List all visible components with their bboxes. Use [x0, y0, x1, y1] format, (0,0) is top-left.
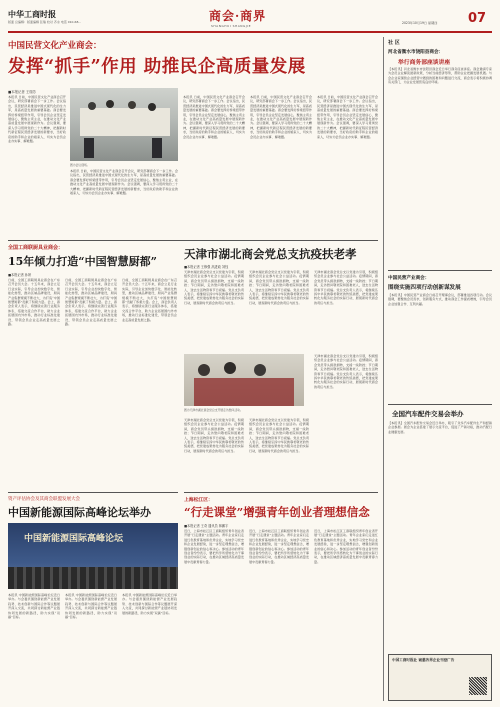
right-column — [388, 37, 492, 701]
right-body3: 【本报讯】全国汽车配件交易会近日举办，吸引了众多汽车配件生产和经销企业参展。展会为企业搭建了展示交流平台，促进了产销对接，推动汽配行业健康发展。 — [388, 421, 492, 434]
kitchen-kicker: 全国工商联厨具业商会： — [8, 245, 64, 251]
main-body-col1: 本报讯 日前，中国民营文化产业商会召开会议，研究部署商会下一步工作。会议指出，民营经济是推进中国式现代化的生力军，是高质量发展的重要基础。商会要发挥好桥梁纽带作用，引导会员企业坚定发展信心，聚焦主责主业，在推动文化产业高质量发展中展现新作为。会议强调，要深入学习贯彻党的二十大精神，把握新时代新征程民营经济发展的新要求，当好政府的助手和企业的娘家人，切实为会员企业办实事、解难题。 — [8, 95, 66, 144]
masthead-rule — [8, 31, 492, 33]
songjiang-byline: ■本报记者 王奇 通讯员 林鹏宇 — [184, 524, 229, 528]
right-section-label: 社 区 — [388, 40, 400, 46]
tianjin-body-col5: 天津市湖北商会党总支以党建为引领，积极组织会员企业参与社会公益活动。疫情期间，商会党员带头捐款捐物，支援一线防控；节日期间，走访慰问敬老院和困难老人，送去生活物资和节日祝福。党总支负责人表示，将继续弘扬中华民族尊老敬老的传统美德，把党建成果转化为服务社会的实际行动，展现新时代商会的责任与担当。 — [249, 418, 309, 453]
main-photo — [70, 88, 178, 161]
tianjin-photo-caption: 图为天津市湖北商会党总支开展走访慰问活动。 — [184, 408, 243, 412]
article-tianjin — [184, 244, 378, 489]
right-body1: 【本报讯】河北省衡水市饶阳县商会近日举行商务座谈讲座。商会邀请专家为会员企业解读最新政策，分析当前经济形势，帮助企业把握发展机遇。与会企业家围绕企业经营中遇到的困难和问题进行交流，商会表示将积极协调有关部门，为企业发展营造良好环境。 — [388, 67, 492, 85]
section-subtitle: SHANGHUI SHANGJIE — [211, 24, 252, 28]
ad-qr-code — [469, 677, 487, 695]
issue-date: 2023年10月19日 星期四 — [402, 21, 438, 25]
article-energy — [8, 496, 178, 701]
energy-body-col1: 本报讯 中国新能源国际高峰论坛近日举办。与会嘉宾围绕新能源产业发展趋势、技术创新与国际合作等议题展开深入交流，共同探讨新能源产业链协同发展的新路径，助力实现“双碳”目标。 — [8, 593, 60, 620]
right-ad-box — [388, 654, 492, 701]
tianjin-photo — [184, 354, 304, 406]
main-kicker: 中国民营文化产业商会： — [8, 41, 102, 51]
right-divider2 — [388, 404, 492, 405]
main-photo-caption: 图为会议现场。 — [70, 163, 90, 167]
main-body-col2: 本报讯 日前，中国民营文化产业商会召开会议，研究部署商会下一步工作。会议指出，民营经济是推进中国式现代化的生力军，是高质量发展的重要基础。商会要发挥好桥梁纽带作用，引导会员企业坚定发展信心，聚焦主责主业，在推动文化产业高质量发展中展现新作为。会议强调，要深入学习贯彻党的二十大精神，把握新时代新征程民营经济发展的新要求，当好政府的助手和企业的娘家人，切实为会员企业办实事、解难题。 — [70, 169, 178, 196]
kitchen-body-col1: 日前，全国工商联厨具业商会在广东召开会员大会。十五年来，商会立足行业实际，引导企业加快数字化、智能化转型，推动区域品牌建设，厨具产业集群规模不断壮大，为打造“中国智慧厨都”贡献了积极力量。会上，商会负责人表示，将继续完善行业服务体系，搭建交流合作平台，助力企业拓展国内外市场，推动行业标准化建设，带领会员企业走高质量发展之路。 — [8, 278, 60, 327]
section-title: 商会·商界 — [209, 9, 267, 23]
right-divider1 — [388, 270, 492, 271]
divider-main — [8, 240, 378, 241]
tianjin-body-col6: 天津市湖北商会党总支以党建为引领，积极组织会员企业参与社会公益活动。疫情期间，商会党员带头捐款捐物，支援一线防控；节日期间，走访慰问敬老院和困难老人，送去生活物资和节日祝福。党总支负责人表示，将继续弘扬中华民族尊老敬老的传统美德，把党建成果转化为服务社会的实际行动，展现新时代商会的责任与担当。 — [314, 354, 378, 389]
kitchen-byline: ■本报记者 孙妍 — [8, 273, 32, 277]
kitchen-headline: 15年倾力打造“中国智慧厨都” — [8, 255, 157, 268]
tianjin-body-col2: 天津市湖北商会党总支以党建为引领，积极组织会员企业参与社会公益活动。疫情期间，商会党员带头捐款捐物，支援一线防控；节日期间，走访慰问敬老院和困难老人，送去生活物资和节日祝福。党总支负责人表示，将继续弘扬中华民族尊老敬老的传统美德，把党建成果转化为服务社会的实际行动，展现新时代商会的责任与担当。 — [249, 270, 309, 305]
paper-name: 中华工商时报 — [8, 9, 56, 19]
kitchen-body-col2: 日前，全国工商联厨具业商会在广东召开会员大会。十五年来，商会立足行业实际，引导企业加快数字化、智能化转型，推动区域品牌建设，厨具产业集群规模不断壮大，为打造“中国智慧厨都”贡献了积极力量。会上，商会负责人表示，将继续完善行业服务体系，搭建交流合作平台，助力企业拓展国内外市场，推动行业标准化建设，带领会员企业走高质量发展之路。 — [65, 278, 117, 327]
songjiang-headline: “行走课堂”增强青年创业者理想信念 — [184, 505, 370, 519]
songjiang-body-col3: 近日，上海市松江区工商联组织青年创业者开展“行走课堂”主题活动。青年企业家们走进红色教育基地和优秀企业，实地学习党史和企业发展经验，进一步坚定理想信念，增强创新创业的信心和决心。参加活动的青年创业者纷纷表示，要把所学所感转化为干事创业的实际行动，在推动区域经济高质量发展中贡献青春力量。 — [314, 529, 378, 564]
main-article — [8, 37, 378, 237]
main-body-col5: 本报讯 日前，中国民营文化产业商会召开会议，研究部署商会下一步工作。会议指出，民营经济是推进中国式现代化的生力军，是高质量发展的重要基础。商会要发挥好桥梁纽带作用，引导会员企业坚定发展信心，聚焦主责主业，在推动文化产业高质量发展中展现新作为。会议强调，要深入学习贯彻党的二十大精神，把握新时代新征程民营经济发展的新要求，当好政府的助手和企业的娘家人，切实为会员企业办实事、解难题。 — [317, 95, 378, 139]
songjiang-body-col2: 近日，上海市松江区工商联组织青年创业者开展“行走课堂”主题活动。青年企业家们走进红色教育基地和优秀企业，实地学习党史和企业发展经验，进一步坚定理想信念，增强创新创业的信心和决心。参加活动的青年创业者纷纷表示，要把所学所感转化为干事创业的实际行动，在推动区域经济高质量发展中贡献青春力量。 — [249, 529, 309, 564]
article-kitchen — [8, 244, 178, 489]
tianjin-byline: ■本报记者 王修强 高进政 刘钰 — [184, 265, 229, 269]
right-body2: 【本报讯】中国民营产业商会日前召开理事会议，部署推进四项行动。会议强调，要聚焦会员需求，创新服务方式，推动商会工作提质增效，引导会员企业加强合作、互利共赢。 — [388, 293, 492, 306]
energy-headline: 中国新能源国际高峰论坛举办 — [8, 506, 151, 519]
main-headline: 发挥“抓手”作用 助推民企高质量发展 — [8, 57, 306, 77]
tianjin-headline: 天津市湖北商会党总支抗疫扶老孝 — [184, 247, 357, 261]
songjiang-kicker: 上海松江区： — [184, 497, 213, 503]
right-headline1: 河北省衡水市饶阳县商会： — [388, 50, 444, 55]
right-headline1b: 举行商务部座谈讲座 — [398, 60, 451, 66]
right-column-rule — [383, 37, 384, 701]
energy-photo — [8, 523, 178, 589]
right-headline2: 中国民营产业商会： — [388, 276, 430, 281]
tianjin-body-col1: 天津市湖北商会党总支以党建为引领，积极组织会员企业参与社会公益活动。疫情期间，商会党员带头捐款捐物，支援一线防控；节日期间，走访慰问敬老院和困难老人，送去生活物资和节日祝福。党总支负责人表示，将继续弘扬中华民族尊老敬老的传统美德，把党建成果转化为服务社会的实际行动，展现新时代商会的责任与担当。 — [184, 270, 244, 305]
energy-body-col3: 本报讯 中国新能源国际高峰论坛近日举办。与会嘉宾围绕新能源产业发展趋势、技术创新与国际合作等议题展开深入交流，共同探讨新能源产业链协同发展的新路径，助力实现“双碳”目标。 — [122, 593, 177, 615]
main-byline: ■本报记者 王瑞芳 — [8, 90, 37, 94]
energy-photo-banner: 中国新能源国际高峰论坛 — [24, 534, 124, 544]
kitchen-body-col3: 日前，全国工商联厨具业商会在广东召开会员大会。十五年来，商会立足行业实际，引导企业加快数字化、智能化转型，推动区域品牌建设，厨具产业集群规模不断壮大，为打造“中国智慧厨都”贡献了积极力量。会上，商会负责人表示，将继续完善行业服务体系，搭建交流合作平台，助力企业拓展国内外市场，推动行业标准化建设，带领会员企业走高质量发展之路。 — [122, 278, 177, 322]
main-body-col4: 本报讯 日前，中国民营文化产业商会召开会议，研究部署商会下一步工作。会议指出，民营经济是推进中国式现代化的生力军，是高质量发展的重要基础。商会要发挥好桥梁纽带作用，引导会员企业坚定发展信心，聚焦主责主业，在推动文化产业高质量发展中展现新作为。会议强调，要深入学习贯彻党的二十大精神，把握新时代新征程民营经济发展的新要求，当好政府的助手和企业的娘家人，切实为会员企业办实事、解难题。 — [250, 95, 312, 139]
energy-body-col2: 本报讯 中国新能源国际高峰论坛近日举办。与会嘉宾围绕新能源产业发展趋势、技术创新与国际合作等议题展开深入交流，共同探讨新能源产业链协同发展的新路径，助力实现“双碳”目标。 — [65, 593, 117, 620]
article-songjiang — [184, 496, 378, 701]
tianjin-body-col3: 天津市湖北商会党总支以党建为引领，积极组织会员企业参与社会公益活动。疫情期间，商会党员带头捐款捐物，支援一线防控；节日期间，走访慰问敬老院和困难老人，送去生活物资和节日祝福。党总支负责人表示，将继续弘扬中华民族尊老敬老的传统美德，把党建成果转化为服务社会的实际行动，展现新时代商会的责任与担当。 — [314, 270, 378, 305]
right-headline2b: 围绕实施四项行动创新谋发展 — [388, 285, 461, 291]
tianjin-body-col4: 天津市湖北商会党总支以党建为引领，积极组织会员企业参与社会公益活动。疫情期间，商会党员带头捐款捐物，支援一线防控；节日期间，走访慰问敬老院和困难老人，送去生活物资和节日祝福。党总支负责人表示，将继续弘扬中华民族尊老敬老的传统美德，把党建成果转化为服务社会的实际行动，展现新时代商会的责任与担当。 — [184, 418, 244, 453]
divider-left — [8, 492, 178, 493]
masthead — [0, 0, 500, 36]
page-number: 07 — [468, 11, 487, 26]
songjiang-body-col1: 近日，上海市松江区工商联组织青年创业者开展“行走课堂”主题活动。青年企业家们走进红色教育基地和优秀企业，实地学习党史和企业发展经验，进一步坚定理想信念，增强创新创业的信心和决心。参加活动的青年创业者纷纷表示，要把所学所感转化为干事创业的实际行动，在推动区域经济高质量发展中贡献青春力量。 — [184, 529, 244, 564]
right-headline3: 全国汽车配件交易会举办 — [392, 410, 464, 418]
energy-kicker: 资产评估协会及其商会联盟发展大会 — [8, 497, 80, 502]
main-body-col3: 本报讯 日前，中国民营文化产业商会召开会议，研究部署商会下一步工作。会议指出，民营经济是推进中国式现代化的生力军，是高质量发展的重要基础。商会要发挥好桥梁纽带作用，引导会员企业坚定发展信心，聚焦主责主业，在推动文化产业高质量发展中展现新作为。会议强调，要深入学习贯彻党的二十大精神，把握新时代新征程民营经济发展的新要求，当好政府的助手和企业的娘家人，切实为会员企业办实事、解难题。 — [183, 95, 245, 139]
contact-line: 版面 总编辑：版面编辑 张瑞 校对 齐永 电话 010-68... — [8, 20, 82, 24]
right-ad-text: 中国工商时报社 诚邀各界企业刊登广告 — [392, 658, 455, 662]
divider-center — [184, 492, 378, 493]
